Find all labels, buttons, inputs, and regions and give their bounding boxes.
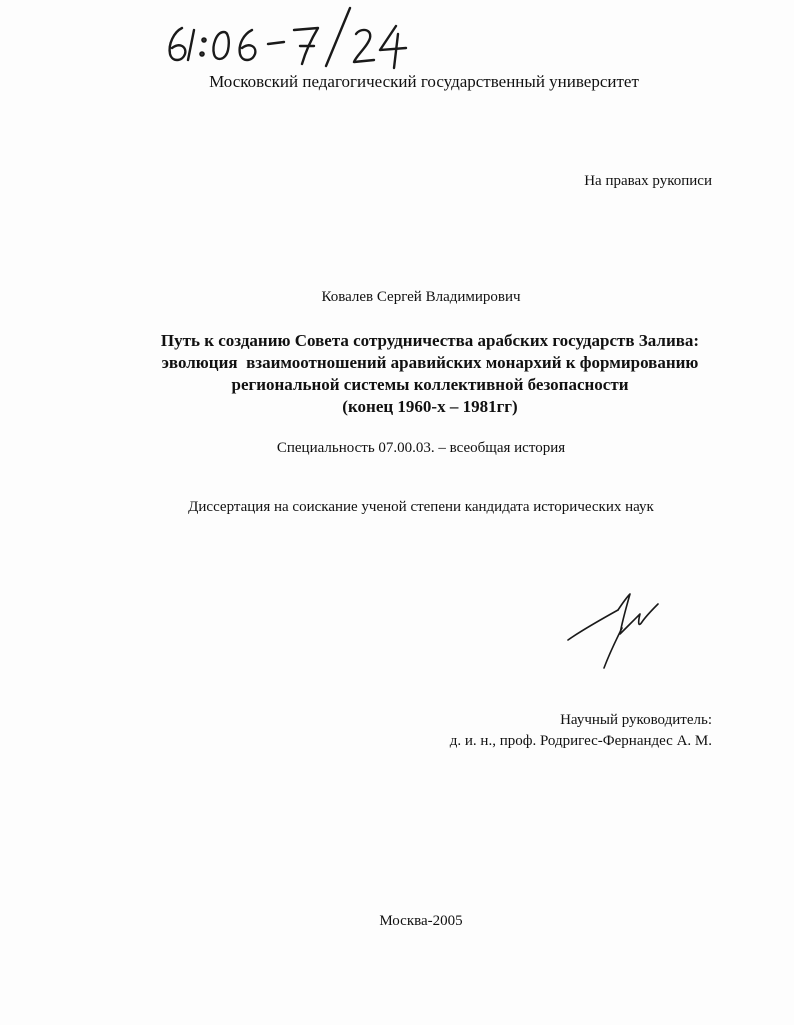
place-and-year: Москва-2005 <box>379 913 463 929</box>
title-line: (конец 1960-х – 1981гг) <box>342 397 518 416</box>
title-line: региональной системы коллективной безопасности <box>231 375 629 394</box>
title-line: Путь к созданию Совета сотрудничества арабских государств Залива: <box>160 331 700 350</box>
signature-drawing <box>560 588 670 673</box>
supervisor-label: Научный руководитель: <box>560 712 712 728</box>
manuscript-rights-note: На правах рукописи <box>584 173 712 189</box>
handwritten-archive-code <box>160 4 420 74</box>
supervisor-name: д. и. н., проф. Родригес-Фернандес А. М. <box>449 733 712 749</box>
speciality: Специальность 07.00.03. – всеобщая история <box>276 440 566 456</box>
title-line: эволюция взаимоотношений аравийских монархий к формированию <box>161 353 699 372</box>
supervisor-block <box>450 710 712 752</box>
handwritten-archive-code-drawing <box>160 4 420 74</box>
signature <box>560 588 670 673</box>
dissertation-title <box>120 330 740 418</box>
author-name: Ковалев Сергей Владимирович <box>321 289 521 305</box>
university-name: Московский педагогический государственный университет <box>209 72 639 91</box>
dissertation-degree: Диссертация на соискание ученой степени кандидата исторических наук <box>188 499 654 515</box>
